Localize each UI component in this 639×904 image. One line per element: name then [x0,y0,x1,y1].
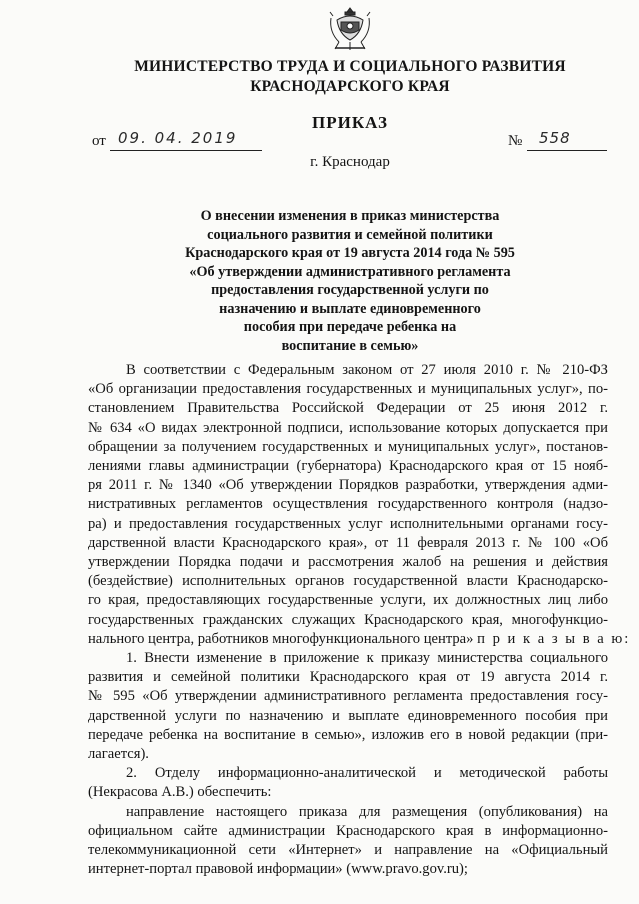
body-line: развития и семейной политики Краснодарского края от 19 августа 2014 г. [88,669,608,686]
body-line: нистративных регламентов осуществления государственного контроля (надзо- [88,496,608,513]
decree-word: п р и к а з ы в а ю: [477,630,631,647]
heading-line: Краснодарского края от 19 августа 2014 года № 595 [185,245,515,261]
body-line: лениями главы администрации (губернатора) Краснодарского края от 15 нояб- [88,458,608,475]
body-line: интернет-портал правовой информации» (www.pravo.gov.ru); [88,861,468,878]
heading-line: пособия при передаче ребенка на [243,319,457,335]
body-line: становлением Правительства Российской Федерации от 25 июня 2012 г. [88,400,608,417]
body-line: «Об организации предоставления государственных и муниципальных услуг», по- [88,381,608,398]
body-line: ра) и предоставления государственных услуг исполнительными органами госу- [88,515,608,532]
body-line: № 634 «О видах электронной подписи, использование которых допускается при [88,419,608,436]
city: г. Краснодар [310,154,390,170]
body-line: государственных гражданских служащих Краснодарского края, многофункцио- [88,611,608,628]
handwritten-number: 558 [539,129,571,147]
body-line: ря 2011 г. № 1340 «Об утверждении Порядков разработки, утверждения адми- [88,477,608,494]
body-line: дарственной услуги по назначению и выплате единовременного пособия при [88,707,608,724]
handwritten-date: 09. 04. 2019 [118,129,238,147]
body-line: 2. Отделу информационно-аналитической и методической работы [126,765,608,782]
number-field [527,129,607,151]
body-line: утверждении Порядка подачи и рассмотрения жалоб на решения и действия [88,554,608,571]
body-line: лагается). [88,746,149,763]
body-line: В соответствии с Федеральным законом от 27 июля 2010 г. № 210-ФЗ [126,362,608,378]
coat-of-arms-icon [327,4,373,52]
body-line: направление настоящего приказа для размещения (опубликования) на [126,803,608,820]
heading-line: воспитание в семью» [281,337,419,354]
body-line: (бездействие) исполнительных органов государственной власти Краснодарско- [88,573,608,590]
body-line: (Некрасова А.В.) обеспечить: [88,784,272,801]
date-field [110,129,262,151]
body-line: нального центра, работников многофункционального центра» [88,630,474,647]
heading-line: назначению и выплате единовременного [219,300,481,317]
heading-line: предоставления государственной услуги по [211,282,489,298]
body-line: официальном сайте администрации Краснодарского края в информационно- [88,822,608,839]
order-heading [140,207,560,355]
body-line: передаче ребенка на воспитание в семью», изложив его в новой редакции (при- [88,726,608,743]
body-line: го края, предоставляющих государственные услуги, их должностных лиц либо [88,592,608,609]
body-line: телекоммуникационной сети «Интернет» и направление на «Официальный [88,842,608,859]
date-prefix: от [92,133,106,149]
ministry-line-2: КРАСНОДАРСКОГО КРАЯ [250,78,450,95]
order-title: ПРИКАЗ [312,113,388,132]
order-body [88,361,631,879]
body-line: 1. Внести изменение в приложение к приказу министерства социального [126,650,608,667]
body-line: № 595 «Об утверждении административного регламента предоставления госу- [88,688,608,705]
body-line: дарственной власти Краснодарского края», от 11 февраля 2013 г. № 100 «Об [88,534,608,551]
heading-line: социального развития и семейной политики [207,226,493,243]
body-line-with-decree [88,630,631,649]
heading-line: «Об утверждении административного регламента [189,263,511,280]
ministry-name [110,57,590,97]
number-prefix: № [508,133,523,149]
heading-line: О внесении изменения в приказ министерства [200,208,500,224]
body-line: обращении за получением государственных и муниципальных услуг», постанов- [88,438,608,455]
ministry-line-1: МИНИСТЕРСТВО ТРУДА И СОЦИАЛЬНОГО РАЗВИТИЯ [134,58,566,75]
